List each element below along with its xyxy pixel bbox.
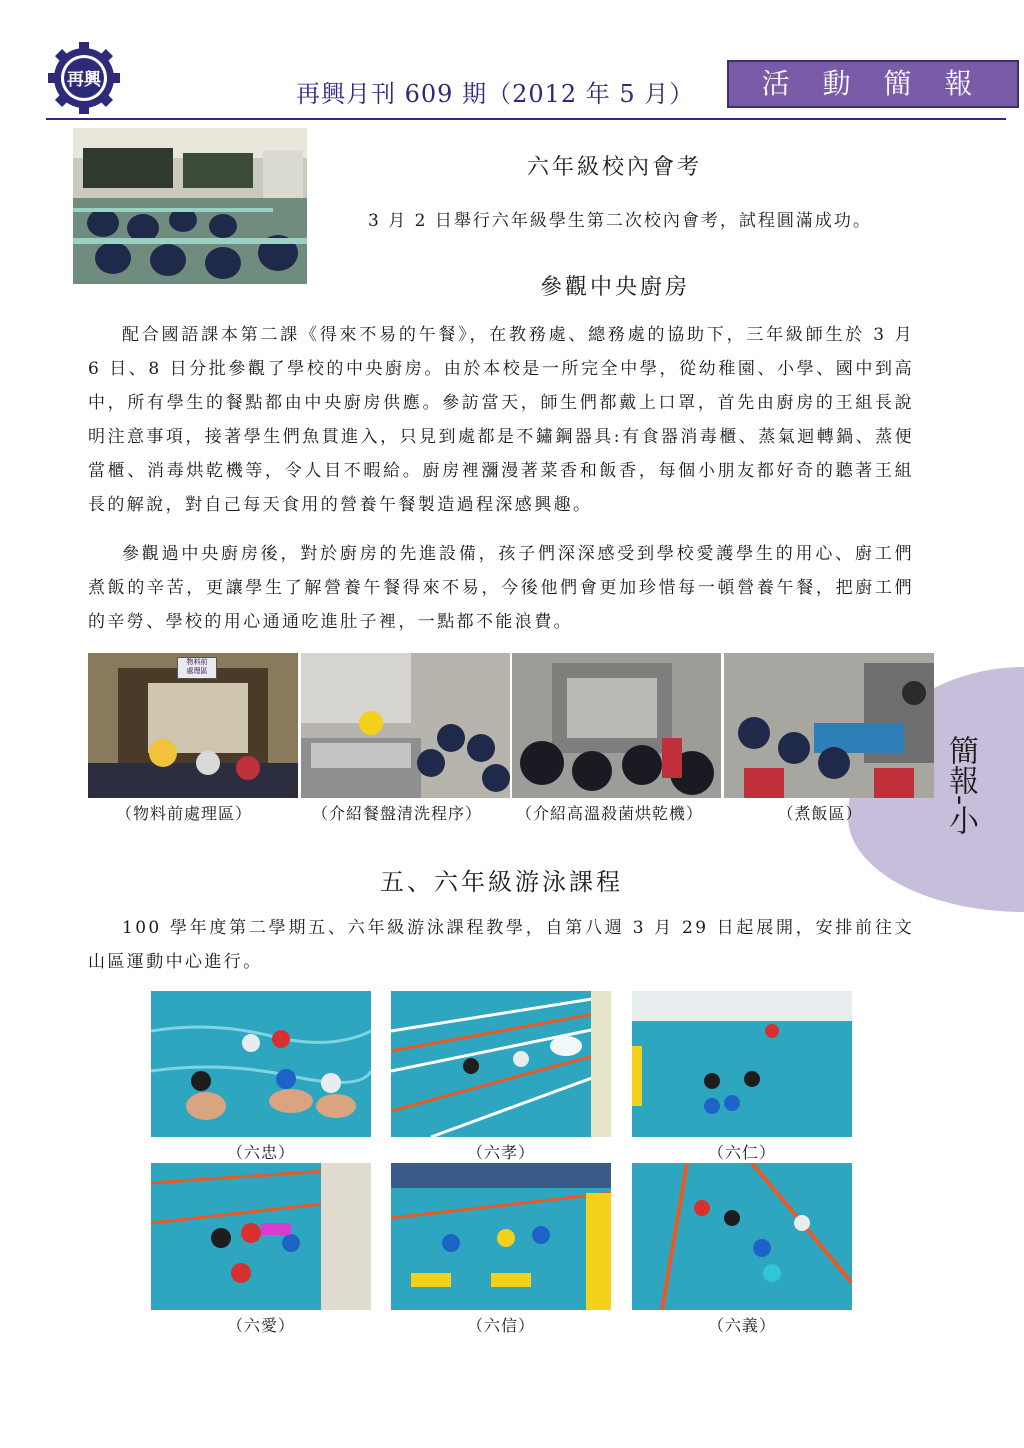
kitchen-body xyxy=(88,318,914,639)
swim-photo-liuyi xyxy=(632,1163,852,1310)
side-tab-label: 簡報-小 xyxy=(943,735,978,836)
caption-liuxin: （六信） xyxy=(466,1316,535,1335)
exam-classroom-photo xyxy=(73,128,307,284)
caption-liuai: （六愛） xyxy=(226,1316,295,1335)
school-logo xyxy=(46,40,122,116)
header-divider xyxy=(46,118,1006,120)
logo-text: 再興 xyxy=(67,70,101,90)
swim-photo-liuxiao xyxy=(391,991,611,1137)
caption-dish-washing: （介紹餐盤清洗程序） xyxy=(311,804,482,823)
exam-title: 六年級校內會考 xyxy=(527,155,703,180)
swim-photo-liuxin xyxy=(391,1163,611,1310)
prep-area-sign-line-1: 物料前 xyxy=(186,658,208,666)
swim-title: 五、六年級游泳課程 xyxy=(380,868,623,896)
swim-paragraph: 100 學年度第二學期五、六年級游泳課程教學，自第八週 3 月 29 日起展開，安排前往文山區運動中心進行。 xyxy=(88,918,914,972)
kitchen-title: 參觀中央廚房 xyxy=(540,275,691,300)
prep-area-sign xyxy=(177,657,217,679)
kitchen-photo-prep-area xyxy=(88,653,298,798)
swim-photo-liuren xyxy=(632,991,852,1137)
caption-liuzhong: （六忠） xyxy=(226,1143,295,1162)
section-label: 活 動 簡 報 xyxy=(727,60,1019,108)
kitchen-paragraph-2: 參觀過中央廚房後，對於廚房的先進設備，孩子們深深感受到學校愛護學生的用心、廚工們煮飯的辛苦，更讓學生了解營養午餐得來不易，今後他們會更加珍惜每一頓營養午餐，把廚工們的辛勞、學校的用心通通吃進肚子裡，一點都不能浪費。 xyxy=(88,544,914,632)
caption-liuyi: （六義） xyxy=(707,1316,776,1335)
swim-photo-liuzhong xyxy=(151,991,371,1137)
swim-photo-liuai xyxy=(151,1163,371,1310)
kitchen-photo-dish-washing xyxy=(301,653,510,798)
kitchen-photo-sterilizer xyxy=(512,653,721,798)
caption-liuren: （六仁） xyxy=(707,1143,776,1162)
caption-liuxiao: （六孝） xyxy=(466,1143,535,1162)
exam-text: 3 月 2 日舉行六年級學生第二次校內會考，試程圓滿成功。 xyxy=(368,211,872,231)
caption-rice-area: （煮飯區） xyxy=(777,804,863,823)
swim-body xyxy=(88,911,914,979)
caption-prep-area: （物料前處理區） xyxy=(115,804,252,823)
prep-area-sign-line-2: 處理區 xyxy=(186,667,208,675)
kitchen-photo-rice-area xyxy=(724,653,934,798)
kitchen-paragraph-1: 配合國語課本第二課《得來不易的午餐》，在教務處、總務處的協助下，三年級師生於 3 月 6 日、8 日分批參觀了學校的中央廚房。由於本校是一所完全中學，從幼稚園、小學、國中到高中，所有學生的餐點都由中央廚房供應。參訪當天，師生們都戴上口罩，首先由廚房的王組長說明注意事項，接著學生們魚貫進入，只見到處都是不鏽鋼器具:有食器消毒櫃、蒸氣迴轉鍋、蒸便當櫃、消毒烘乾機等，令人目不暇給。廚房裡瀰漫著菜香和飯香，每個小朋友都好奇的聽著王組長的解說，對自己每天食用的營養午餐製造過程深感興趣。 xyxy=(88,325,914,515)
magazine-title: 再興月刊 609 期（2012 年 5 月） xyxy=(296,80,695,108)
caption-sterilizer: （介紹高溫殺菌烘乾機） xyxy=(515,804,703,823)
